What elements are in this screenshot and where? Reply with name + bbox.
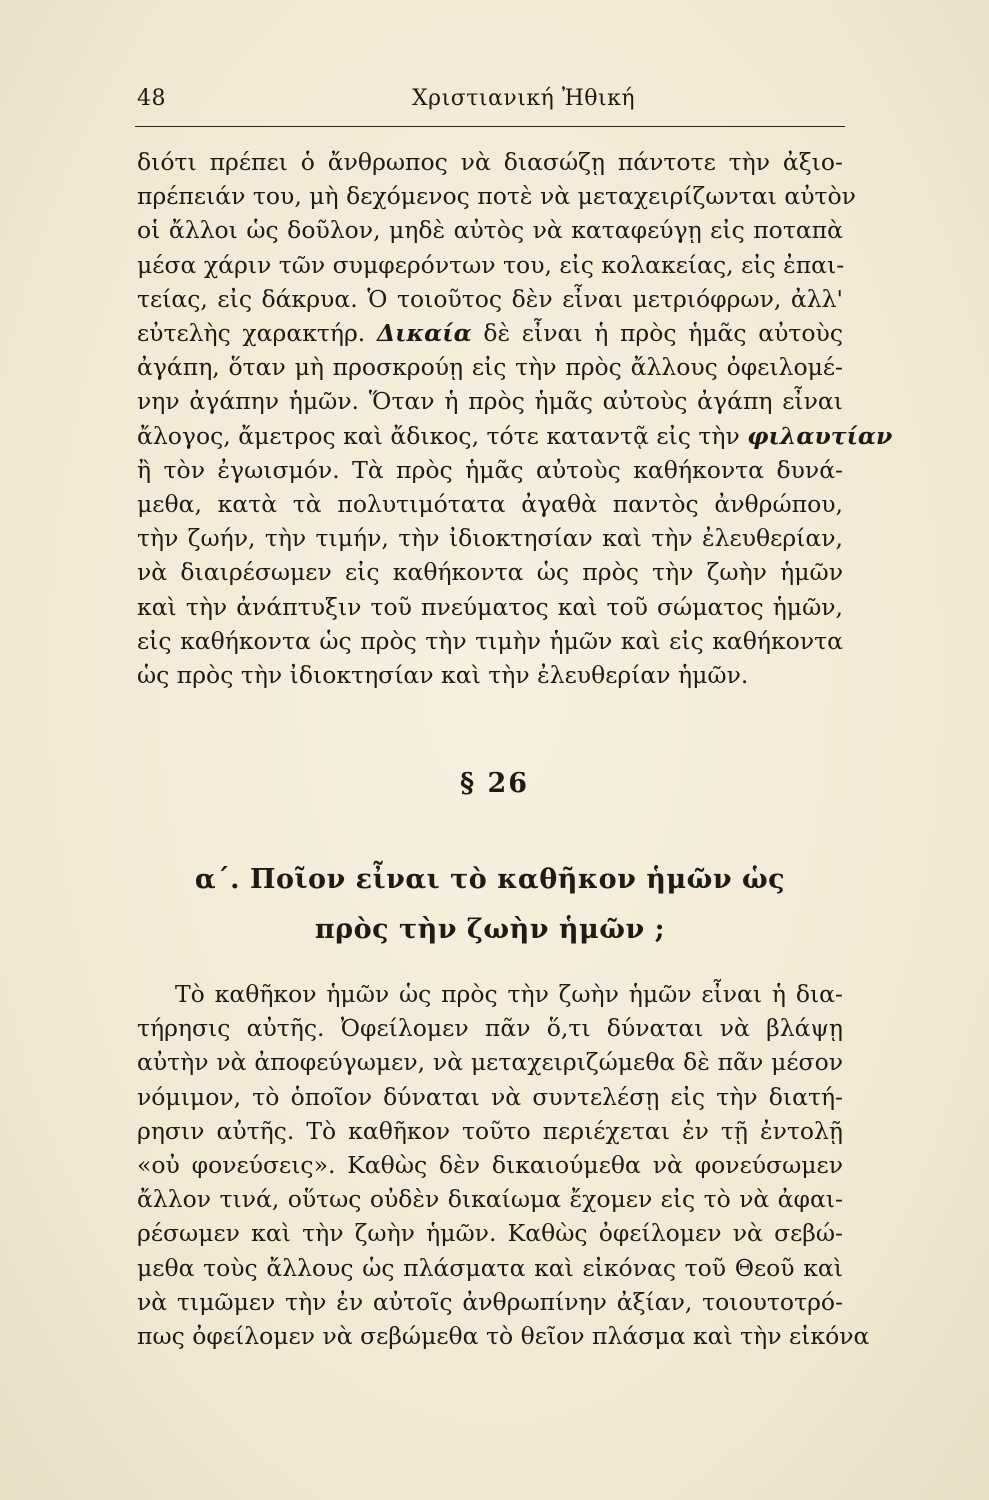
emphasized-term: Δικαία: [376, 319, 472, 348]
text-line: ρέσωμεν καὶ τὴν ζωὴν ἡμῶν. Καθὼς ὀφείλομεν νὰ σεβώ-: [137, 1219, 843, 1248]
text-line: πρέπειάν του, μὴ δεχόμενος ποτὲ νὰ μεταχειρίζωνται αὐτὸν: [137, 182, 856, 211]
text-line: τὴν ζωήν, τὴν τιμήν, τὴν ἰδιοκτησίαν καὶ τὴν ἐλευθερίαν,: [137, 524, 843, 553]
text-line: ἄλλον τινά, οὕτως οὐδὲν δικαίωμα ἔχομεν εἰς τὸ νὰ ἀφαι-: [137, 1185, 843, 1214]
header-rule: [135, 126, 845, 127]
text-line: οἱ ἄλλοι ὡς δοῦλον, μηδὲ αὐτὸς νὰ καταφεύγῃ εἰς ποταπὰ: [137, 216, 843, 245]
text-line: νὰ διαιρέσωμεν εἰς καθήκοντα ὡς πρὸς τὴν ζωὴν ἡμῶν: [137, 558, 843, 587]
page-number: 48: [137, 86, 166, 111]
running-title: Χριστιανική Ἠθική: [412, 86, 636, 111]
section-title-line: πρὸς τὴν ζωὴν ἡμῶν ;: [314, 914, 666, 945]
section-title: [137, 855, 843, 955]
text-line: μεθα, κατὰ τὰ πολυτιμότατα ἀγαθὰ παντὸς ἀνθρώπου,: [137, 490, 843, 519]
text-line: ρησιν αὐτῆς. Τὸ καθῆκον τοῦτο περιέχεται ἐν τῇ ἐντολῇ: [137, 1116, 843, 1145]
text-line: τήρησις αὐτῆς. Ὀφείλομεν πᾶν ὅ,τι δύναται νὰ βλάψῃ: [137, 1014, 843, 1043]
section-title-line: α΄. Ποῖον εἶναι τὸ καθῆκον ἡμῶν ὡς: [194, 864, 786, 895]
text-line: νόμιμον, τὸ ὁποῖον δύναται νὰ συντελέσῃ εἰς τὴν διατή-: [137, 1082, 843, 1111]
text-line: «οὐ φονεύσεις». Καθὼς δὲν δικαιούμεθα νὰ φονεύσωμεν: [137, 1151, 843, 1180]
text-line: ἢ τὸν ἐγωισμόν. Τὰ πρὸς ἡμᾶς αὐτοὺς καθήκοντα δυνά-: [137, 455, 843, 484]
paragraph-1: [137, 145, 893, 692]
text-fragment: εὐτελὴς χαρακτήρ.: [137, 319, 366, 348]
emphasized-term: φιλαυτίαν: [747, 421, 893, 450]
text-line: [137, 316, 843, 350]
text-line: μεθα τοὺς ἄλλους ὡς πλάσματα καὶ εἰκόνας τοῦ Θεοῦ καὶ: [137, 1253, 843, 1282]
page-header: [137, 86, 843, 122]
text-line: [137, 419, 893, 453]
text-line: ἀγάπη, ὅταν μὴ προσκρούῃ εἰς τὴν πρὸς ἄλλους ὀφειλομέ-: [137, 353, 843, 382]
text-line: νην ἀγάπην ἡμῶν. Ὅταν ἡ πρὸς ἡμᾶς αὐτοὺς ἀγάπη εἶναι: [137, 387, 843, 416]
text-line: αὐτὴν νὰ ἀποφεύγωμεν, νὰ μεταχειριζώμεθα δὲ πᾶν μέσον: [137, 1048, 843, 1077]
text-line: ὡς πρὸς τὴν ἰδιοκτησίαν καὶ τὴν ἐλευθερίαν ἡμῶν.: [137, 661, 749, 690]
text-line: πως ὀφείλομεν νὰ σεβώμεθα τὸ θεῖον πλάσμα καὶ τὴν εἰκόνα: [137, 1322, 870, 1351]
paragraph-2: [137, 977, 870, 1353]
text-line: Τὸ καθῆκον ἡμῶν ὡς πρὸς τὴν ζωὴν ἡμῶν εἶναι ἡ δια-: [175, 980, 843, 1008]
text-line: διότι πρέπει ὁ ἄνθρωπος νὰ διασώζῃ πάντοτε τὴν ἀξιο-: [137, 148, 843, 176]
text-fragment: δὲ εἶναι ἡ πρὸς ἡμᾶς αὐτοὺς: [483, 319, 843, 348]
text-line: εἰς καθήκοντα ὡς πρὸς τὴν τιμὴν ἡμῶν καὶ εἰς καθήκοντα: [137, 626, 843, 655]
text-line: νὰ τιμῶμεν τὴν ἐν αὐτοῖς ἀνθρωπίνην ἀξίαν, τοιουτοτρό-: [137, 1287, 843, 1316]
text-line: τείας, εἰς δάκρυα. Ὁ τοιοῦτος δὲν εἶναι μετριόφρων, ἀλλ': [137, 284, 843, 313]
text-line: καὶ τὴν ἀνάπτυξιν τοῦ πνεύματος καὶ τοῦ σώματος ἡμῶν,: [137, 592, 843, 621]
text-fragment: ἄλογος, ἄμετρος καὶ ἄδικος, τότε καταντᾷ εἰς τὴν: [137, 421, 740, 450]
text-line: μέσα χάριν τῶν συμφερόντων του, εἰς κολακείας, εἰς ἐπαι-: [137, 250, 845, 279]
section-number: § 26: [459, 768, 530, 799]
